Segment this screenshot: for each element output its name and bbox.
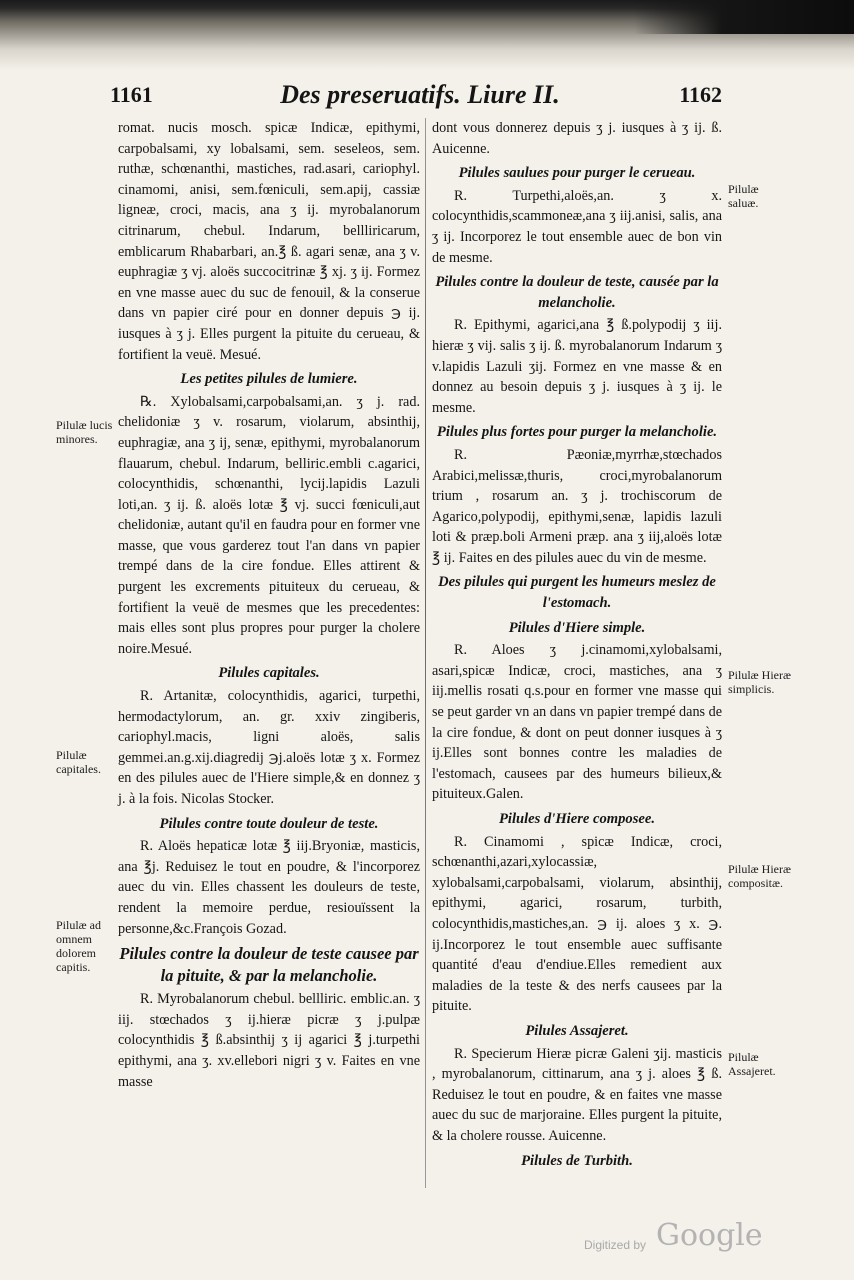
scan-dark-corner (634, 0, 854, 34)
section-heading: Pilules contre toute douleur de teste. (159, 815, 379, 832)
folio-right: 1162 (679, 82, 722, 107)
paragraph: R. Turpethi,aloës,an. ʒ x. colocynthidis,scammoneæ,ana ʒ iij.anisi, salis, ana ʒ ij. Incorporez le tout ensemble auec de bon vin de mesme. (432, 187, 722, 266)
margin-note: Pilulæ Hieræ compositæ. (728, 862, 792, 890)
margin-note: Pilulæ Assajeret. (728, 1050, 776, 1078)
section-heading: Pilules contre la douleur de teste causee par la pituite, & par la melancholie. (119, 944, 419, 986)
section-heading: Pilules de Turbith. (521, 1152, 633, 1169)
paragraph: R. Myrobalanorum chebul. bellliric. emblic.an. ʒ iij. stœchados ʒ ij.hieræ picræ ʒ j.pulpæ colocynthidis ℥ ß.absinthij ʒ ij agarici ℥ j.turpethi epithymi, ana ʒ. xv.ellebori nigri ʒ v. Faites en vne masse (118, 991, 420, 1090)
paragraph: ℞. Xylobalsami,carpobalsami,an. ʒ j. rad. chelidoniæ ʒ v. rosarum, violarum, absinthij, euphragiæ, ana ʒ ij, senæ, epithymi, myrobalanorum flauarum, chebul. Indarum, belliric.embli c.agarici, colocynthidis, schœnanthi, lycij.lapidis Lazuli loti,an. ʒ ij. ß. aloës lotæ ℥ vj. succi fœniculi,aut chelidoniæ, autant qu'il en faudra pour en former vne masse, que vous garderez tout l'an dans vn papier trempé dans de la cire fondue. Elles attirent & purgent les excrements pituiteux du cerueau, & fortifient la veuë de mesmes que les precedentes: mais elles sont plus propres pour purger la cholere noire.Mesué. (118, 393, 420, 657)
section-heading: Pilules contre la douleur de teste, causée par la melancholie. (435, 274, 719, 311)
section-heading: Des pilules qui purgent les humeurs meslez de l'estomach. (438, 574, 716, 612)
paragraph: R. Cinamomi , spicæ Indicæ, croci, schœnanthi,azari,xylocassiæ, xylobalsami,carpobalsami, violarum, absinthij, epithymi, agarici, rosarum, turbith, colocynthidis,mastiches,an. ℈ ij. aloes ʒ x. ℈. ij.Incorporez le tout ensemble auec suffisante quantité d'eau d'endiue.Elles remedient aux maladies de la teste & des nerfs causees par la pituite. (432, 833, 722, 1015)
section-heading: Pilules saulues pour purger le cerueau. (458, 165, 696, 182)
margin-note: Pilulæ ad omnem dolorem capitis. (56, 918, 102, 974)
section-heading: Pilules d'Hiere simple. (508, 619, 646, 636)
paragraph: R. Specierum Hieræ picræ Galeni ʒij. masticis , myrobalanorum, cittinarum, ana ʒ j. aloes ℥ ß. Reduisez le tout en poudre, & en faites vne masse auec du suc de marjoraine. Elles purgent la pituite, & la cholere rousse. Auicenne. (432, 1045, 722, 1144)
column-divider (425, 118, 426, 1188)
margin-note: Pilulæ lucis minores. (56, 418, 113, 446)
google-logo: Google (656, 1218, 763, 1253)
paragraph: R. Epithymi, agarici,ana ℥ ß.polypodij ʒ iij. hieræ ʒ vij. salis ʒ ij. ß. myrobalanorum Indarum ʒ v.lapidis Lazuli ʒij. Formez en vne masse & en donnez au besoin depuis ʒ j. iusques à ʒ ij. le mesme. (432, 317, 722, 416)
section-heading: Les petites pilules de lumiere. (180, 371, 358, 388)
section-heading: Pilules Assajeret. (525, 1022, 629, 1039)
folio-left: 1161 (110, 82, 153, 107)
margin-note: Pilulæ capitales. (56, 748, 101, 776)
paragraph: R. Artanitæ, colocynthidis, agarici, turpethi, hermodactylorum, an. gr. xxiv zingiberis, cariophyl.macis, ligni aloës, salis gemmei.an.g.xij.diagredij ℈j.aloës lotæ ʒ x. Formez en des pilules auec de l'Hiere simple,& en donnez ʒ j. à la fois. Nicolas Stocker. (118, 688, 420, 807)
book-title: Des preseruatifs. Liure II. (280, 80, 560, 109)
paragraph: dont vous donnerez depuis ʒ j. iusques à ʒ ij. ß. Auicenne. (432, 120, 722, 157)
margin-note: Pilulæ Hieræ simplicis. (728, 668, 792, 696)
paragraph: R. Pæoniæ,myrrhæ,stœchados Arabici,melissæ,thuris, croci,myrobalanorum trium , rosarum an. ʒ j. trochiscorum de Agarico,polypodij, epithymi,senæ, lapidis lazuli loti & præp.boli Armeni præp. ana ʒ iij,aloës lotæ ℥ ij. Faites en des pilules auec du vin de mesme. (432, 446, 722, 566)
section-heading: Pilules plus fortes pour purger la melancholie. (436, 424, 718, 441)
paragraph: romat. nucis mosch. spicæ Indicæ, epithymi, carpobalsami, xy lobalsami, sem. seseleos, sem. ruthæ, schœnanthi, mastiches, rad.asari, cariophyl. cinamomi, anisi, sem.fœniculi, sem.apij, cassiæ ligneæ, croci, macis, ana ʒ ij. myrobalanorum citrinarum, chebul. Indarum, bellliricarum, emblicarum Rhabarbari, an.℥ ß. agari senæ, ana ʒ v. euphragiæ ʒ vj. aloës succocitrinæ ℥ xj. ʒ ij. Formez en vne masse auec du suc de fenouil, & la conserue dans vn papier ciré pour en donner depuis ℈ ij. iusques à ʒ j. Elles purgent la pituite du cerueau, & fortifient la veuë. Mesué. (118, 120, 420, 363)
paragraph: R. Aloes ʒ j.cinamomi,xylobalsami, asari,spicæ Indicæ, croci, mastiches, ana ʒ iij.mellis rosati q.s.pour en former vne masse qui se peut garder vn an dans vn papier trempé dans de la cire fondue, & dont on peut donner iusques à ʒ ij.Elles sont bonnes contre les maladies de l'estomach, causees par des humeurs bilieux,& pituiteux.Galen. (432, 642, 722, 803)
margin-note: Pilulæ saluæ. (728, 182, 759, 210)
section-heading: Pilules capitales. (218, 665, 320, 682)
digitized-watermark (584, 1218, 804, 1262)
right-column (432, 118, 722, 1173)
paragraph: R. Aloës hepaticæ lotæ ℥ iij.Bryoniæ, masticis, ana ℥j. Reduisez le tout en poudre, & l'incorporez auec du vin. Elles chassent les douleurs de teste, rendent la memoire perdue, resiouïssent la personne,&c.François Gozad. (118, 838, 420, 937)
left-column (118, 118, 420, 1092)
running-head (110, 80, 722, 114)
section-heading: Pilules d'Hiere composee. (498, 811, 656, 827)
watermark-text: Digitized by (584, 1238, 647, 1252)
